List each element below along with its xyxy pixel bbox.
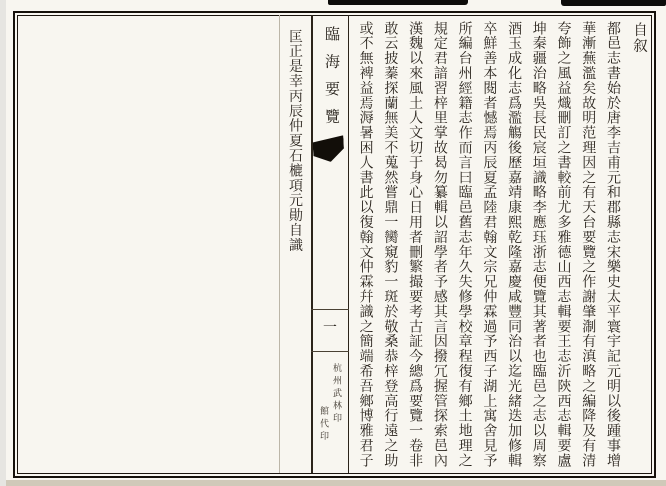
column-rule-faint xyxy=(279,15,280,473)
page-number: 一 xyxy=(323,321,337,336)
text-column: 敢云披蓁探蘭無美不蒐然嘗鼎一臠窺豹一斑於敬桑恭梓登高行遠之助 xyxy=(382,21,398,468)
preface-title: 自叙 xyxy=(631,22,647,54)
scan-bottom-edge-shadow xyxy=(6,480,666,486)
text-column: 卒鮮善本閱者憾焉丙辰夏孟陸君翰文宗兄仲霖過予西子湖上寓舍見予 xyxy=(481,21,497,468)
spine-rule-left xyxy=(311,15,313,473)
spine-book-title: 臨海要覽 xyxy=(323,26,339,136)
scan-top-smudge-left xyxy=(328,0,468,5)
text-column: 酒玉成化志爲濫觴後歷嘉靖康熙乾隆嘉慶咸豐同治以迄光緒迭加修輯 xyxy=(506,21,522,468)
preface-closing-column: 匡正是幸丙辰仲夏石樚項元勛自識 xyxy=(287,29,302,253)
scan-top-smudge-right xyxy=(561,0,666,6)
printer-colophon-line-1: 杭州武林印 xyxy=(332,363,342,426)
text-column: 華漸蕪濫矣故明范理因之有天台要覽之作謝肇淛有滇略之編降及有清 xyxy=(580,21,596,468)
printer-colophon-line-2: 館代印 xyxy=(319,406,329,444)
spine-divider-line xyxy=(311,309,349,310)
spine-rule-right xyxy=(348,15,349,473)
preface-text-block xyxy=(352,21,624,473)
scan-left-edge-shadow xyxy=(0,0,6,486)
text-column: 夸飾之風益熾刪訂之書較前尤多雅德山西志輯要王志沂陝西志輯要盧 xyxy=(555,21,571,468)
text-column: 所編台州經籍志作而言曰臨邑舊志年久失修學校章程復有鄉土地理之 xyxy=(456,21,472,468)
text-column: 或不無裨益焉溽暑困人書此以復翰文仲霖幷識之簡端希吾鄉博雅君子 xyxy=(357,21,373,468)
text-column: 坤秦疆治略吳長民宸垣識略李應珏浙志便覽其著者也臨邑之志以周察 xyxy=(530,21,546,468)
text-column: 漢魏以來風土人文切于身心日用者刪繁撮要考古証今總爲要覽一卷非 xyxy=(407,21,423,468)
text-column: 都邑志書始於唐李吉甫元和郡縣志宋樂史太平寰宇記元明以後踵事增 xyxy=(605,21,620,468)
text-column: 規定君諳習梓里掌故曷勿纂輯以詔學者予感其言因撥冗握管探索邑內 xyxy=(431,21,447,468)
spine-divider-line xyxy=(311,351,349,352)
